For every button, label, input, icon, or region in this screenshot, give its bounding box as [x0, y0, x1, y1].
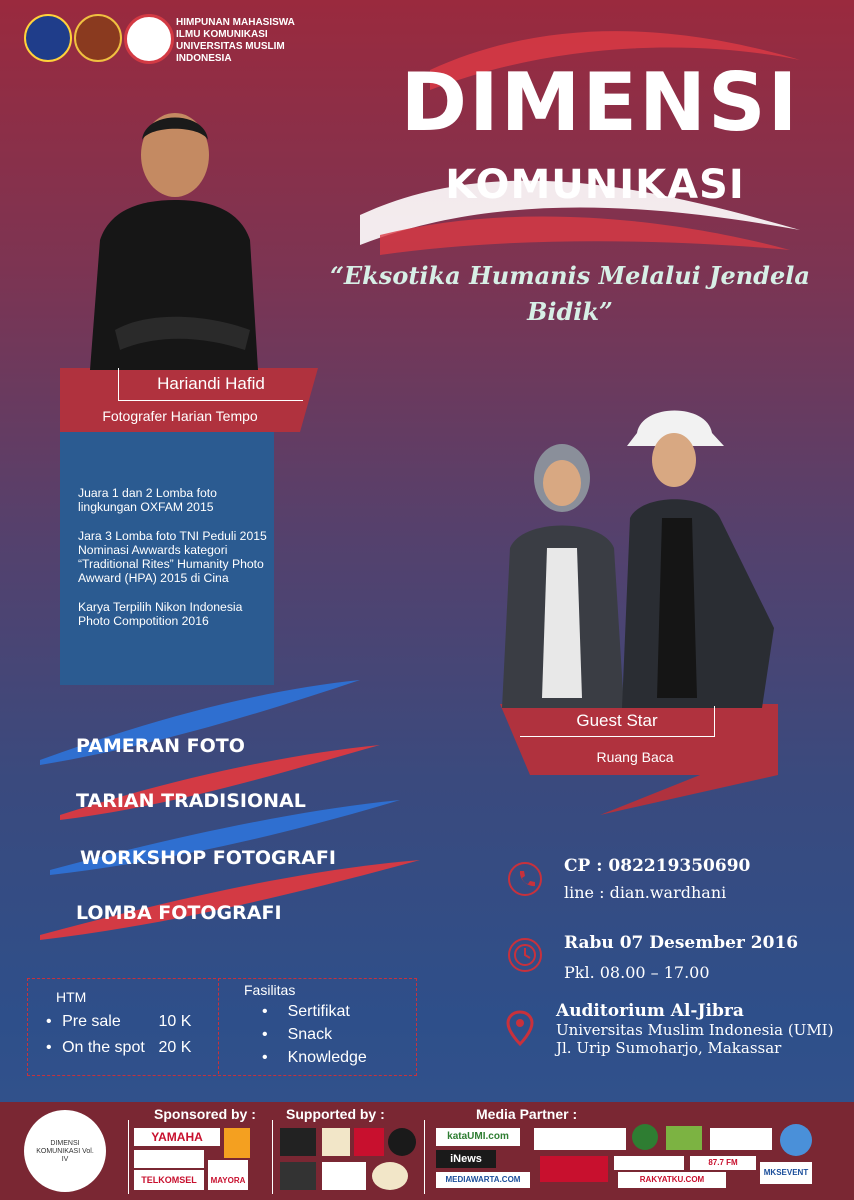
- event-title: DIMENSI: [400, 56, 800, 149]
- venue-line-2: Jl. Urip Sumoharjo, Makassar: [556, 1039, 782, 1057]
- fasilitas-item: • Knowledge: [262, 1049, 367, 1066]
- event-item: PAMERAN FOTO: [76, 735, 245, 757]
- clock-icon: [508, 938, 542, 972]
- sponsor-yamaha-logo: YAMAHA: [134, 1128, 220, 1146]
- guest-star-photo: [492, 398, 782, 708]
- supporter-logo-icon: [280, 1128, 316, 1156]
- media-logo-icon: [632, 1124, 658, 1150]
- htm-row-price: 10 K: [158, 1013, 192, 1030]
- phone-icon: [508, 862, 542, 896]
- htm-title: HTM: [56, 989, 87, 1005]
- venue-line-1: Universitas Muslim Indonesia (UMI): [556, 1021, 834, 1039]
- supporter-logo-icon: [372, 1162, 408, 1190]
- speaker-photo: [80, 100, 260, 370]
- bio-item: Juara 1 dan 2 Lomba foto lingkungan OXFAM 2015: [78, 486, 217, 514]
- fasilitas-item: • Sertifikat: [262, 1003, 350, 1020]
- sponsored-label: Sponsored by :: [154, 1106, 256, 1122]
- media-mediawarta-logo: MEDIAWARTA.COM: [436, 1172, 530, 1188]
- guest-star-name: Ruang Baca: [596, 749, 674, 765]
- sponsor-mayora-logo: MAYORA: [208, 1160, 248, 1190]
- speaker-bio: [78, 486, 273, 643]
- fasilitas-title: Fasilitas: [244, 982, 296, 998]
- bio-item: Nominasi Awwards kategori “Traditional Rites” Humanity Photo Awward (HPA) 2015 di Cina: [78, 543, 264, 585]
- media-inews-logo: iNews: [436, 1150, 496, 1168]
- event-item: WORKSHOP FOTOGRAFI: [80, 847, 336, 869]
- ticket-divider: [218, 978, 219, 1074]
- event-logo-icon: [24, 1110, 106, 1192]
- bio-item: Karya Terpilih Nikon Indonesia Photo Compotition 2016: [78, 600, 243, 628]
- org-line: UNIVERSITAS MUSLIM: [176, 41, 285, 52]
- venue-name: Auditorium Al-Jibra: [556, 1001, 744, 1021]
- media-radio-logo: 87.7 FM: [690, 1156, 756, 1170]
- location-pin-icon: [506, 1010, 534, 1046]
- org-line: INDONESIA: [176, 53, 232, 64]
- event-subtitle: KOMUNIKASI: [445, 162, 745, 208]
- footer-divider: [424, 1120, 425, 1194]
- media-logo-icon: [780, 1124, 812, 1156]
- media-kataumi-logo: kataUMI.com: [436, 1128, 520, 1146]
- htm-row-label: On the spot: [62, 1039, 145, 1056]
- univ-logo-1-icon: [24, 14, 72, 62]
- event-item: TARIAN TRADISIONAL: [76, 790, 306, 812]
- event-tagline: “Eksotika Humanis Melalui Jendela Bidik”: [330, 261, 810, 326]
- footer-divider: [272, 1120, 273, 1194]
- htm-row-onspot: [46, 1039, 191, 1057]
- org-line: HIMPUNAN MAHASISWA: [176, 17, 295, 28]
- event-time: Pkl. 08.00 – 17.00: [564, 963, 710, 982]
- media-logo-icon: [614, 1156, 684, 1170]
- media-mksevent-logo: MKSEVENT: [760, 1162, 812, 1184]
- speaker-role: Fotografer Harian Tempo: [102, 408, 258, 424]
- sponsor-logo-icon: [224, 1128, 250, 1158]
- media-partner-label: Media Partner :: [476, 1106, 578, 1122]
- contact-phone: CP : 082219350690: [564, 856, 751, 876]
- media-logo-icon: [710, 1128, 772, 1150]
- htm-row-label: Pre sale: [62, 1013, 121, 1030]
- supported-label: Supported by :: [286, 1106, 385, 1122]
- speaker-name: Hariandi Hafid: [118, 368, 303, 401]
- organizer-name: [176, 17, 295, 65]
- univ-logo-2-icon: [74, 14, 122, 62]
- htm-row-price: 20 K: [158, 1039, 192, 1056]
- fasilitas-item: • Snack: [262, 1026, 333, 1043]
- supporter-logo-icon: [354, 1128, 384, 1156]
- guest-star-label: Guest Star: [520, 706, 715, 737]
- media-logo-icon: [534, 1128, 626, 1150]
- event-item: LOMBA FOTOGRAFI: [76, 902, 282, 924]
- footer-divider: [128, 1120, 129, 1194]
- bio-item: Jara 3 Lomba foto TNI Peduli 2015: [78, 529, 267, 543]
- supporter-logo-icon: [280, 1162, 316, 1190]
- sponsor-logo-icon: [134, 1150, 204, 1168]
- supporter-logo-icon: [388, 1128, 416, 1156]
- media-logo-icon: [666, 1126, 702, 1150]
- event-date: Rabu 07 Desember 2016: [564, 933, 799, 953]
- org-line: ILMU KOMUNIKASI: [176, 29, 268, 40]
- media-rakyatku-logo: RAKYATKU.COM: [618, 1172, 726, 1188]
- htm-row-presale: [46, 1013, 191, 1031]
- sponsor-telkomsel-logo: TELKOMSEL: [134, 1170, 204, 1190]
- media-logo-icon: [540, 1156, 608, 1182]
- himikom-logo-icon: [124, 14, 174, 64]
- supporter-logo-icon: [322, 1162, 366, 1190]
- supporter-logo-icon: [322, 1128, 350, 1156]
- event-logo-text: DIMENSI KOMUNIKASI Vol. IV: [36, 1140, 94, 1163]
- bullet: •: [46, 1013, 52, 1030]
- contact-line: line : dian.wardhani: [564, 883, 727, 902]
- bullet: •: [46, 1039, 52, 1056]
